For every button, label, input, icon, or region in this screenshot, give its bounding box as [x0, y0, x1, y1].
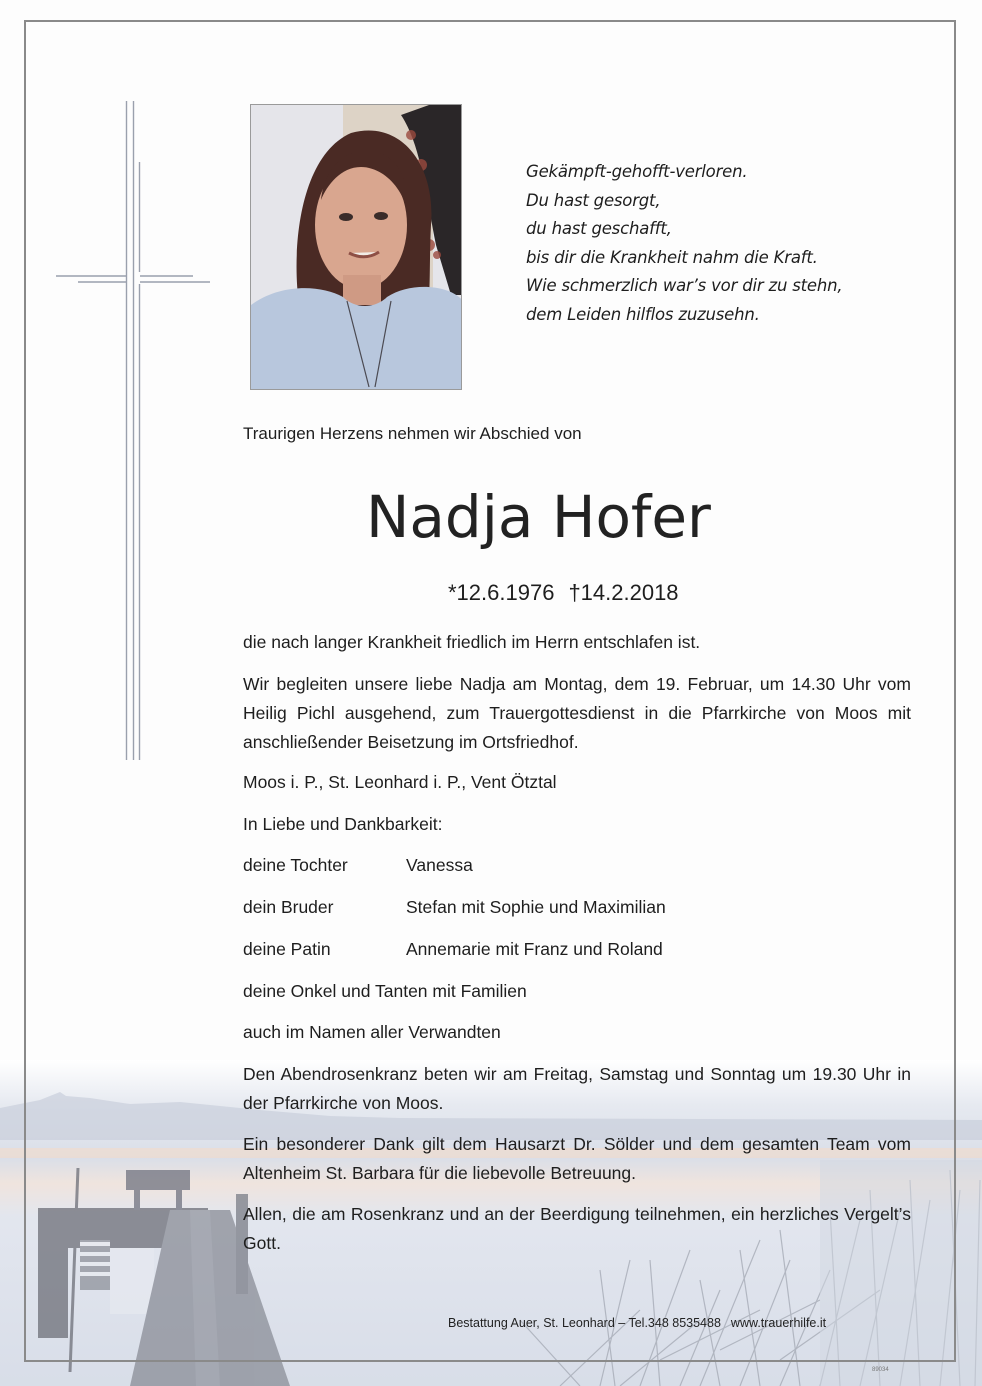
cross-icon: [0, 0, 260, 800]
print-code: 89034: [872, 1367, 889, 1373]
funeral-paragraph: Wir begleiten unsere liebe Nadja am Montag, dem 19. Februar, um 14.30 Uhr vom Heilig Pichl ausgehend, zum Trauergottesdienst in die Pfarrkirche von Moos mit anschließender Beisetzung im Ortsfriedhof.: [243, 674, 911, 752]
poem-line: Gekämpft-gehofft-verloren.: [526, 162, 748, 181]
intro-text: Traurigen Herzens nehmen wir Abschied von: [243, 424, 582, 443]
rosary-paragraph: Den Abendrosenkranz beten wir am Freitag, Samstag und Sonntag um 19.30 Uhr in der Pfarrkirche von Moos.: [243, 1064, 911, 1113]
thanks-intro: In Liebe und Dankbarkeit:: [243, 814, 443, 834]
mourner-relation: deine Patin: [243, 939, 331, 959]
peaceful-text: die nach langer Krankheit friedlich im Herrn entschlafen ist.: [243, 632, 701, 652]
poem-line: dem Leiden hilflos zuzusehn.: [526, 304, 760, 324]
poem-line: Du hast gesorgt,: [526, 190, 661, 210]
mourner-names: Annemarie mit Franz und Roland: [406, 939, 663, 959]
mourner-relation: dein Bruder: [243, 897, 334, 917]
reed-mist: [820, 1160, 982, 1386]
gratitude-paragraph: Allen, die am Rosenkranz und an der Beerdigung teilnehmen, ein herzliches Vergelt’s Gott.: [243, 1204, 911, 1253]
special-thanks-paragraph: Ein besonderer Dank gilt dem Hausarzt Dr. Sölder und dem gesamten Team vom Altenheim St. Barbara für die liebevolle Betreuung.: [243, 1134, 911, 1183]
website-link[interactable]: www.trauerhilfe.it: [730, 1316, 827, 1330]
relatives-line: auch im Namen aller Verwandten: [243, 1022, 501, 1042]
poem: [526, 158, 906, 329]
undertaker-contact: Bestattung Auer, St. Leonhard – Tel.348 8535488: [448, 1316, 721, 1330]
mourner-row: [243, 851, 473, 880]
mourner-relation: deine Tochter: [243, 855, 348, 875]
life-dates: [448, 580, 693, 606]
places-text: Moos i. P., St. Leonhard i. P., Vent Ötztal: [243, 772, 557, 792]
deceased-name: Nadja Hofer: [366, 483, 711, 551]
mourner-names: Vanessa: [406, 855, 473, 875]
death-date: †14.2.2018: [568, 580, 679, 605]
footer: [448, 1316, 826, 1330]
mourner-names: Stefan mit Sophie und Maximilian: [406, 897, 666, 917]
portrait-photo: [250, 104, 462, 390]
poem-line: du hast geschafft,: [526, 219, 672, 238]
portrait-image: [251, 105, 462, 390]
mourner-row: [243, 935, 663, 964]
mourner-row: [243, 893, 666, 922]
poem-line: Wie schmerzlich war’s vor dir zu stehn,: [526, 276, 843, 295]
extra-mourners: deine Onkel und Tanten mit Familien: [243, 981, 527, 1001]
poem-line: bis dir die Krankheit nahm die Kraft.: [526, 247, 818, 267]
birth-date: *12.6.1976: [448, 580, 555, 605]
